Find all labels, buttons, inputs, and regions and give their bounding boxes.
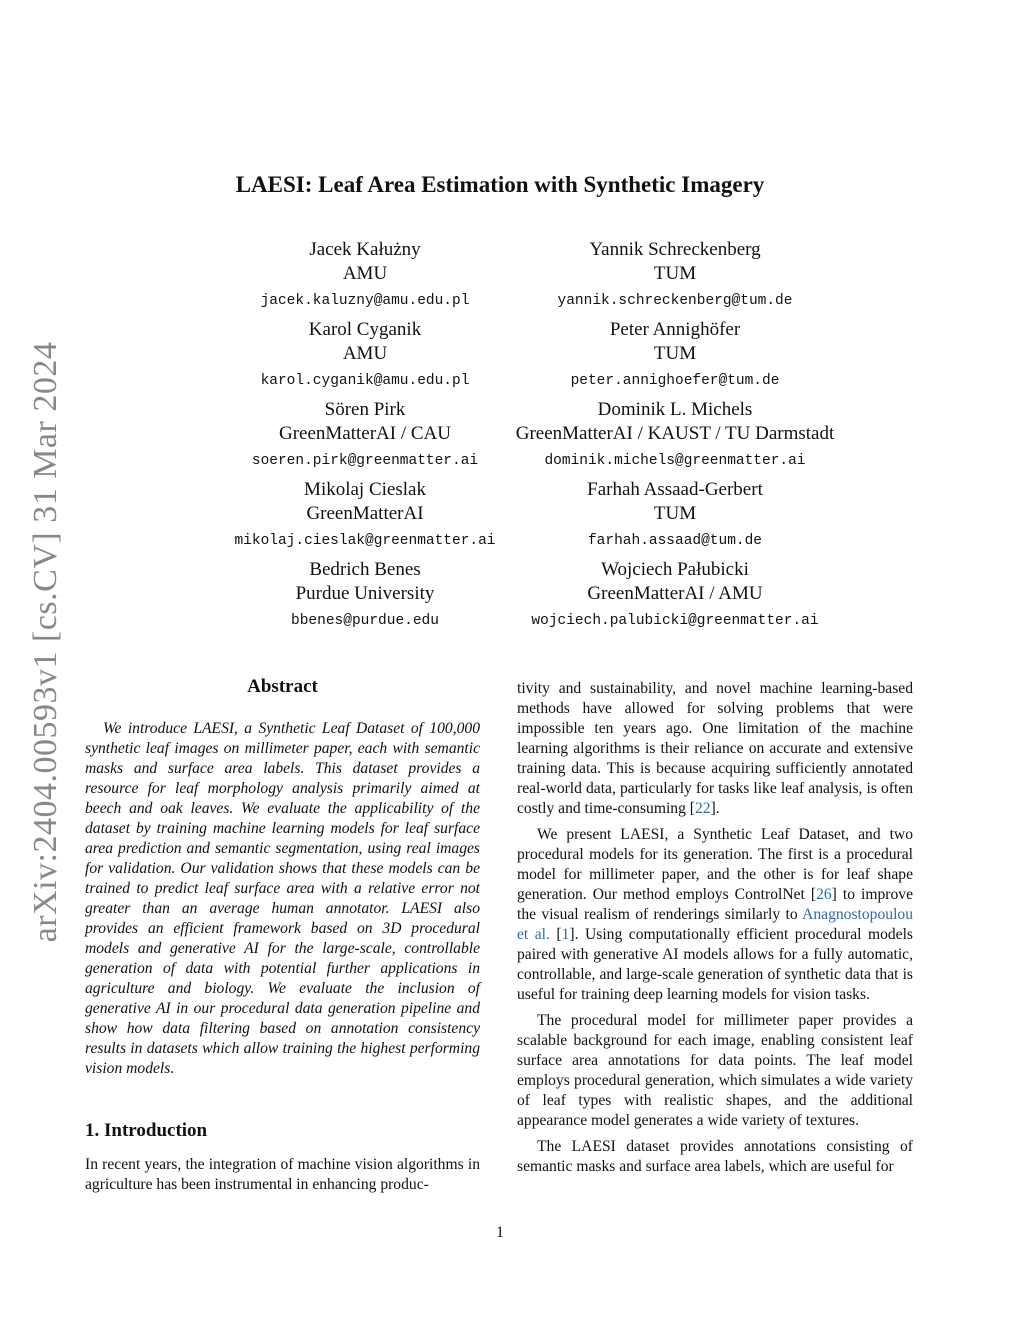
author-entry: [215, 318, 515, 391]
author-entry: [505, 398, 845, 471]
author-email: farhah.assaad@tum.de: [587, 533, 763, 549]
author-affiliation: GreenMatterAI / AMU: [587, 583, 763, 604]
citation-link[interactable]: Anagnostopoulou et al.: [517, 906, 913, 943]
author-name: Sören Pirk: [324, 399, 406, 420]
author-email: dominik.michels@greenmatter.ai: [544, 453, 806, 469]
author-entry: [505, 238, 845, 311]
author-name: Dominik L. Michels: [597, 399, 753, 420]
author-name: Peter Annighöfer: [609, 319, 741, 340]
arxiv-stamp-text: arXiv:2404.00593v1 [cs.CV] 31 Mar 2024: [27, 341, 64, 943]
author-email: soeren.pirk@greenmatter.ai: [251, 453, 479, 469]
abstract-text: We introduce LAESI, a Synthetic Leaf Dataset of 100,000 synthetic leaf images on millimeter paper, each with semantic masks and surface area labels. This dataset provides a resource for leaf morphology analysis primarily aimed at beech and oak leaves. We evaluate the applicability of the dataset by training machine learning models for leaf surface area prediction and semantic segmentation, using real images for validation. Our validation shows that these models can be trained to predict leaf surface area with a relative error not greater than an average human annotator. LAESI also provides an efficient framework based on 3D procedural models and generative AI for the large-scale, controllable generation of data with potential further applications in agriculture and biology. We evaluate the inclusion of generative AI in our procedural data generation pipeline and show how data filtering based on annotation consistency results in datasets which allow training the highest performing vision models.: [85, 720, 480, 1077]
author-email: mikolaj.cieslak@greenmatter.ai: [234, 533, 496, 549]
author-affiliation: GreenMatterAI / CAU: [278, 423, 451, 444]
author-name: Karol Cyganik: [308, 319, 422, 340]
author-name: Bedrich Benes: [309, 559, 421, 580]
author-affiliation: TUM: [653, 263, 697, 284]
author-email: jacek.kaluzny@amu.edu.pl: [260, 293, 470, 309]
author-entry: [215, 238, 515, 311]
author-entry: [505, 318, 845, 391]
citation-link[interactable]: 26: [816, 886, 832, 903]
body-paragraph: We present LAESI, a Synthetic Leaf Dataset, and two procedural models for its generation. The first is a procedural model for millimeter paper, and the other is for leaf shape generation. Our method employs ControlNet [26] to improve the visual realism of renderings similarly to Anagnostopoulou et al. [1]. Using computationally efficient procedural models paired with generative AI models allows for a fully automatic, controllable, and large-scale generation of synthetic data that is useful for training deep learning models for vision tasks.: [517, 826, 913, 1003]
author-email: wojciech.palubicki@greenmatter.ai: [531, 613, 819, 629]
author-affiliation: GreenMatterAI: [306, 503, 424, 524]
body-paragraph: The procedural model for millimeter paper provides a scalable background for each image, enabling consistent leaf surface area annotations for data points. The leaf model employs procedural generation, which simulates a wide variety of leaf types with realistic shapes, and the additional appearance model generates a wide variety of textures.: [517, 1012, 913, 1129]
author-name: Farhah Assaad-Gerbert: [587, 479, 763, 500]
author-affiliation: GreenMatterAI / KAUST / TU Darmstadt: [515, 423, 835, 444]
citation-link[interactable]: 1: [561, 926, 570, 943]
author-email: peter.annighoefer@tum.de: [570, 373, 780, 389]
author-affiliation: Purdue University: [295, 583, 435, 604]
author-name: Jacek Kałużny: [309, 239, 421, 260]
author-email: bbenes@purdue.edu: [291, 613, 439, 629]
citation-link[interactable]: 22: [695, 800, 711, 817]
section-heading-introduction: 1. Introduction: [85, 1120, 208, 1141]
author-entry: [215, 558, 515, 631]
author-affiliation: AMU: [342, 343, 388, 364]
author-entry: [505, 558, 845, 631]
right-column: [517, 679, 913, 1183]
author-affiliation: AMU: [342, 263, 388, 284]
author-affiliation: TUM: [653, 343, 697, 364]
author-affiliation: TUM: [653, 503, 697, 524]
author-entry: [215, 478, 515, 551]
author-email: yannik.schreckenberg@tum.de: [557, 293, 793, 309]
author-name: Wojciech Pałubicki: [601, 559, 749, 580]
page-number: 1: [496, 1224, 504, 1241]
author-name: Yannik Schreckenberg: [589, 239, 761, 260]
body-paragraph: The LAESI dataset provides annotations consisting of semantic masks and surface area labels, which are useful for: [517, 1138, 913, 1175]
author-entry: [505, 478, 845, 551]
author-name: Mikolaj Cieslak: [304, 479, 426, 500]
body-paragraph: tivity and sustainability, and novel machine learning-based methods have allowed for solving problems that were impossible ten years ago. One limitation of the machine learning algorithms is their reliance on accurate and extensive training data. This is because acquiring sufficiently annotated real-world data, particularly for tasks like leaf analysis, is often costly and time-consuming [22].: [517, 680, 913, 817]
paper-title: LAESI: Leaf Area Estimation with Synthetic Imagery: [235, 172, 765, 197]
abstract-heading: Abstract: [247, 676, 318, 697]
intro-paragraph: In recent years, the integration of machine vision algorithms in agriculture has been instrumental in enhancing produc-: [85, 1156, 480, 1193]
author-email: karol.cyganik@amu.edu.pl: [260, 373, 470, 389]
author-entry: [215, 398, 515, 471]
